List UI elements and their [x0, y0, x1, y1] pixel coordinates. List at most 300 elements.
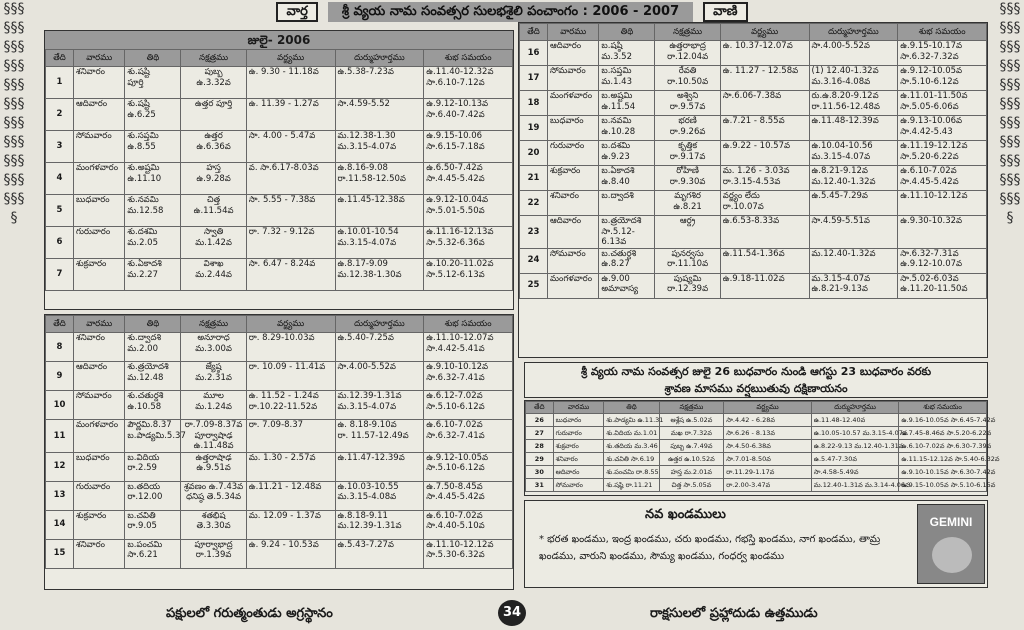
- table-cell: మ. 1.30 - 2.57వ: [246, 452, 335, 481]
- table-row: [520, 116, 987, 141]
- table-cell: సా. 6.47 - 8.24వ: [246, 259, 335, 291]
- table-cell: బ.త్రయోదశి సా.5.12-6.13వ: [599, 216, 655, 249]
- table-cell: ఉ.11.48-12.40వ: [811, 414, 899, 427]
- table-cell: రా.11.29-1.17వ: [724, 466, 812, 479]
- date-cell: 8: [46, 333, 74, 362]
- table-cell: రు.ఉ.8.20-9.12వ రా.11.56-12.48వ: [809, 91, 898, 116]
- table-cell: శు.త్రయోదశి మ.12.48: [125, 362, 181, 391]
- page-title: శ్రీ వ్యయ నామ సంవత్సర సులభశైలి పంచాంగం : 2006 - 2007: [328, 2, 693, 22]
- table-cell: ఉ.11.40-12.32వ సా.6.10-7.12వ: [424, 67, 513, 99]
- date-cell: 1: [46, 67, 74, 99]
- table-cell: శు.చతుర్దశి ఉ.10.58: [125, 391, 181, 420]
- column-header: తిథి: [604, 402, 659, 414]
- table-cell: ఉ.8.21-9.12వ మ.12.40-1.32వ: [809, 166, 898, 191]
- table-cell: శు.షష్టి పూర్తి: [125, 67, 181, 99]
- table-cell: మంగళవారం: [548, 273, 599, 298]
- table-cell: శు.ఏకాదశి మ.2.27: [125, 259, 181, 291]
- table-row: [526, 427, 987, 440]
- date-cell: 9: [46, 362, 74, 391]
- table-cell: ఉ.10.05-10.57 మ.3.15-4.07వ: [811, 427, 899, 440]
- column-header: శుభ సమయం: [424, 316, 513, 333]
- table-cell: బ.సప్తమి మ.1.43: [599, 66, 655, 91]
- table-cell: మ. 12.09 - 1.37వ: [246, 510, 335, 539]
- table-header-row: [46, 50, 513, 67]
- table-cell: శు.విదియ మ.1.01: [604, 427, 659, 440]
- table-row: [46, 391, 513, 420]
- table-cell: ఉ.6.10-7.02వ సా.4.45-5.42వ: [898, 166, 987, 191]
- table-cell: మఖ రా.7.32వ: [659, 427, 724, 440]
- table-cell: బ.షష్ఠి మ.3.52: [599, 41, 655, 66]
- table-cell: భరణి రా.9.26వ: [655, 116, 720, 141]
- calendar-panel-july-week1: [44, 30, 514, 310]
- table-cell: శు.షష్టి ఉ.6.25: [125, 99, 181, 131]
- gemini-brand-text: GEMINI: [929, 515, 973, 529]
- date-cell: 30: [526, 466, 554, 479]
- table-cell: సా.4.59-5.51వ: [809, 216, 898, 249]
- table-cell: పౌర్ణమి.8.37 బ.పాడ్యమి.5.37: [125, 420, 181, 453]
- table-cell: శుక్రవారం: [553, 440, 604, 453]
- table-cell: ఉ.11.16-12.13వ సా.5.32-6.36వ: [424, 227, 513, 259]
- date-cell: 7: [46, 259, 74, 291]
- table-cell: ఉ.9.00 అమావాస్య: [599, 273, 655, 298]
- table-cell: శు.షష్ఠి రా.11.21: [604, 479, 659, 492]
- table-cell: శు.సప్తమి ఉ.8.55: [125, 131, 181, 163]
- table-row: [520, 91, 987, 116]
- column-header: నక్షత్రము: [181, 50, 246, 67]
- table-cell: బ.చతుర్దశి ఉ.8.27: [599, 248, 655, 273]
- panchangam-table-2: [45, 315, 513, 569]
- table-row: [46, 333, 513, 362]
- table-cell: పుబ్బ ఉ.3.32వ: [181, 67, 246, 99]
- date-cell: 27: [526, 427, 554, 440]
- column-header: నక్షత్రము: [659, 402, 724, 414]
- table-cell: శనివారం: [548, 191, 599, 216]
- table-cell: ఆదివారం: [74, 99, 125, 131]
- table-cell: (1) 12.40-1.32వ మ.3.16-4.08వ: [809, 66, 898, 91]
- month-heading: జులై- 2006: [45, 31, 513, 49]
- table-cell: మ.12.40-1.32వ: [809, 248, 898, 273]
- table-cell: సోమవారం: [553, 479, 604, 492]
- table-cell: ఉ. 9.30 - 11.18వ: [246, 67, 335, 99]
- table-row: [46, 99, 513, 131]
- table-cell: బుధవారం: [74, 195, 125, 227]
- table-cell: ఉ.5.45-7.29వ: [809, 191, 898, 216]
- table-row: [526, 453, 987, 466]
- table-cell: శుక్రవారం: [74, 259, 125, 291]
- table-cell: సా. 5.55 - 7.38వ: [246, 195, 335, 227]
- table-cell: శు.తదియ మ.3.46: [604, 440, 659, 453]
- table-cell: శతభిష తె.3.30వ: [181, 510, 246, 539]
- table-cell: ఉ.6.10-7.02వ సా.6.32-7.41వ: [424, 420, 513, 453]
- table-cell: ఉ. 11.52 - 1.24వ రా.10.22-11.52వ: [246, 391, 335, 420]
- table-cell: ఉ.8.22-9.13 మ.12.40-1.31వ: [811, 440, 899, 453]
- date-cell: 24: [520, 248, 548, 273]
- table-row: [46, 195, 513, 227]
- table-row: [46, 420, 513, 453]
- table-cell: ఉత్తర ఉ.10.52వ: [659, 453, 724, 466]
- table-cell: శు.పంచమి రా.8.55: [604, 466, 659, 479]
- table-cell: మ.12.40-1.31వ మ.3.14-4.06వ: [811, 479, 899, 492]
- table-cell: రా.2.00-3.47వ: [724, 479, 812, 492]
- table-row: [520, 41, 987, 66]
- table-cell: శు.ద్వాదశి మ.2.00: [125, 333, 181, 362]
- table-cell: మంగళవారం: [74, 163, 125, 195]
- notice-line-1: శ్రీ వ్యయ నామ సంవత్సర జులై 26 బుధవారం నుండి ఆగస్టు 23 బుధవారం వరకు: [580, 365, 932, 378]
- table-cell: ఉ.9.15-10.06 సా.6.15-7.18వ: [424, 131, 513, 163]
- table-cell: మ.12.39-1.31వ మ.3.15-4.07వ: [335, 391, 424, 420]
- table-cell: గురువారం: [74, 481, 125, 510]
- table-cell: అశ్విని రా.9.57వ: [655, 91, 720, 116]
- table-cell: సా.6.06-7.38వ: [720, 91, 809, 116]
- nava-khandamulu-box: [524, 500, 988, 588]
- table-cell: రోహిణి రా.9.30వ: [655, 166, 720, 191]
- table-row: [46, 452, 513, 481]
- table-cell: పుష్యమి రా.12.39వ: [655, 273, 720, 298]
- table-cell: ఉ.9.18-11.02వ: [720, 273, 809, 298]
- table-cell: ఆశ్లేష ఉ.5.02వ: [659, 414, 724, 427]
- table-cell: ఉ.11.45-12.38వ: [335, 195, 424, 227]
- table-cell: చిత్త సా.5.05వ: [659, 479, 724, 492]
- table-cell: బుధవారం: [548, 116, 599, 141]
- footer-left-text: పక్షులలో గరుత్మంతుడు అగ్రస్థానం: [166, 606, 333, 621]
- table-row: [46, 227, 513, 259]
- table-cell: మూల మ.1.24వ: [181, 391, 246, 420]
- table-cell: ఉ.11.01-11.50వ సా.5.05-6.06వ: [898, 91, 987, 116]
- table-cell: ఉ.9.12-10.05వ సా.5.10-6.12వ: [424, 452, 513, 481]
- table-row: [46, 67, 513, 99]
- notice-line-2: శ్రావణ మాసము వర్షఋతువు దక్షిణాయనం: [664, 382, 848, 395]
- table-row: [520, 248, 987, 273]
- table-cell: చిత్త ఉ.11.54వ: [181, 195, 246, 227]
- table-cell: ఉ.11.21 - 12.48వ: [246, 481, 335, 510]
- table-cell: శనివారం: [74, 539, 125, 568]
- table-cell: రేవతి రా.10.50వ: [655, 66, 720, 91]
- table-cell: సా.5.02-6.03వ ఉ.11.20-11.50వ: [898, 273, 987, 298]
- table-cell: గురువారం: [548, 141, 599, 166]
- table-cell: సోమవారం: [548, 66, 599, 91]
- table-cell: సోమవారం: [548, 248, 599, 273]
- table-cell: బ.అష్టమి ఉ.11.54: [599, 91, 655, 116]
- table-header-row: [526, 402, 987, 414]
- table-cell: ఉ.9.12-10.13వ సా.6.40-7.42వ: [424, 99, 513, 131]
- table-cell: రా. 7.09-8.37: [246, 420, 335, 453]
- table-cell: బుధవారం: [553, 414, 604, 427]
- table-cell: హస్త ఉ.9.28వ: [181, 163, 246, 195]
- column-header: వారము: [74, 316, 125, 333]
- column-header: వారము: [74, 50, 125, 67]
- table-cell: ఉ.11.15-12.12వ సా.5.40-6.32వ: [899, 453, 987, 466]
- table-row: [46, 163, 513, 195]
- page-number: 34: [498, 600, 526, 626]
- date-cell: 29: [526, 453, 554, 466]
- table-cell: మ.3.15-4.07వ ఉ.8.21-9.13వ: [809, 273, 898, 298]
- calendar-panel-shravana: [524, 400, 1000, 496]
- date-cell: 6: [46, 227, 74, 259]
- table-cell: ఉ.11.48-12.39వ: [809, 116, 898, 141]
- calendar-panel-july-late: [518, 22, 988, 358]
- date-cell: 5: [46, 195, 74, 227]
- table-cell: పుబ్బ ఉ.7.49వ: [659, 440, 724, 453]
- date-cell: 19: [520, 116, 548, 141]
- table-cell: ఉ.8.18-9.11 మ.12.39-1.31వ: [335, 510, 424, 539]
- panchangam-table-3: [519, 23, 987, 299]
- table-cell: ఉ.6.10-7.02వ సా.6.30-7.39వ: [899, 440, 987, 453]
- table-cell: సా.4.50-6.38వ: [724, 440, 812, 453]
- table-cell: ఉ.9.10-10.15వ సా.6.30-7.42వ: [899, 466, 987, 479]
- table-cell: విశాఖ మ.2.44వ: [181, 259, 246, 291]
- table-cell: రా. 8.29-10.03వ: [246, 333, 335, 362]
- table-cell: ఉ.9.15-10.05వ సా.5.10-6.15వ: [899, 479, 987, 492]
- table-cell: ఉ.9.12-10.05వ సా.5.10-6.12వ: [898, 66, 987, 91]
- table-cell: సా.4.59-5.52: [335, 99, 424, 131]
- date-cell: 13: [46, 481, 74, 510]
- table-cell: ఉ.6.53-8.33వ: [720, 216, 809, 249]
- table-cell: బ.చవితి రా.9.05: [125, 510, 181, 539]
- table-row: [46, 259, 513, 291]
- table-cell: శనివారం: [553, 453, 604, 466]
- table-cell: శుక్రవారం: [74, 510, 125, 539]
- table-row: [520, 66, 987, 91]
- table-cell: ఉత్తర ఉ.6.36వ: [181, 131, 246, 163]
- column-header: శుభ సమయం: [898, 24, 987, 41]
- table-row: [46, 539, 513, 568]
- table-cell: ఆదివారం: [548, 41, 599, 66]
- table-row: [520, 273, 987, 298]
- table-cell: ఉ.5.40-7.25వ: [335, 333, 424, 362]
- table-cell: శుక్రవారం: [548, 166, 599, 191]
- column-header: దుర్ముహూర్తము: [809, 24, 898, 41]
- table-cell: రా. 7.32 - 9.12వ: [246, 227, 335, 259]
- table-cell: ఉ.10.01-10.54 మ.3.15-4.07వ: [335, 227, 424, 259]
- table-cell: ఉ. 11.39 - 1.27వ: [246, 99, 335, 131]
- table-cell: ఉ.9.10-10.12వ సా.6.32-7.41వ: [424, 362, 513, 391]
- table-cell: ఉ.8.17-9.09 మ.12.38-1.30వ: [335, 259, 424, 291]
- table-cell: ఉ.9.16-10.05వ సా.6.45-7.42వ: [899, 414, 987, 427]
- table-cell: జ్యేష్ఠ మ.2.31వ: [181, 362, 246, 391]
- table-cell: సా.4.58-5.49వ: [811, 466, 899, 479]
- nava-title: నవ ఖండములు: [645, 507, 726, 522]
- table-cell: ఉ.7.45-8.46వ సా.5.20-6.22వ: [899, 427, 987, 440]
- table-cell: ఉ.11.10-12.07వ సా.4.42-5.41వ: [424, 333, 513, 362]
- table-cell: ఆదివారం: [74, 362, 125, 391]
- table-cell: ఆదివారం: [548, 216, 599, 249]
- table-cell: హస్త మ.2.01వ: [659, 466, 724, 479]
- date-cell: 14: [46, 510, 74, 539]
- column-header: వర్జ్యము: [246, 50, 335, 67]
- table-cell: ఉ. 10.37-12.07వ: [720, 41, 809, 66]
- date-cell: 3: [46, 131, 74, 163]
- date-cell: 4: [46, 163, 74, 195]
- table-cell: ఉ.10.04-10.56 మ.3.15-4.07వ: [809, 141, 898, 166]
- table-cell: వ. సా.6.17-8.03వ: [246, 163, 335, 195]
- table-cell: ఉ.10.03-10.55 మ.3.15-4.08వ: [335, 481, 424, 510]
- column-header: తిథి: [125, 50, 181, 67]
- table-cell: మంగళవారం: [74, 420, 125, 453]
- table-cell: ఉ.11.54-1.36వ: [720, 248, 809, 273]
- column-header: వర్జ్యము: [724, 402, 812, 414]
- table-cell: శు.పాడ్యమి ఉ.11.31: [604, 414, 659, 427]
- table-cell: గురువారం: [74, 227, 125, 259]
- date-cell: 2: [46, 99, 74, 131]
- table-cell: ఉ.9.13-10.06వ సా.4.42-5.43: [898, 116, 987, 141]
- table-cell: ఉ.5.43-7.27వ: [335, 539, 424, 568]
- column-header: శుభ సమయం: [424, 50, 513, 67]
- table-row: [46, 131, 513, 163]
- table-header-row: [520, 24, 987, 41]
- table-cell: శనివారం: [74, 67, 125, 99]
- date-cell: 12: [46, 452, 74, 481]
- table-cell: ఉ.7.21 - 8.55వ: [720, 116, 809, 141]
- table-cell: ఉ. 11.27 - 12.58వ: [720, 66, 809, 91]
- column-header: తేది: [46, 50, 74, 67]
- table-cell: ఉ.6.50-7.42వ సా.4.45-5.42వ: [424, 163, 513, 195]
- table-cell: వర్జ్యం లేదు రా.10.07వ: [720, 191, 809, 216]
- table-cell: మ.12.38-1.30 మ.3.15-4.07వ: [335, 131, 424, 163]
- date-cell: 16: [520, 41, 548, 66]
- gemini-product-icon: [932, 537, 972, 573]
- table-cell: ఆర్ద్ర: [655, 216, 720, 249]
- table-row: [526, 479, 987, 492]
- column-header: దుర్ముహూర్తము: [335, 50, 424, 67]
- table-cell: శ్రవణం ఉ.7.43వ ధనిష్ఠ తె.5.34వ: [181, 481, 246, 510]
- table-cell: సా.6.32-7.31వ ఉ.9.12-10.07వ: [898, 248, 987, 273]
- date-cell: 10: [46, 391, 74, 420]
- table-cell: ఉ.8.16-9.08 రా.11.58-12.50వ: [335, 163, 424, 195]
- column-header: నక్షత్రము: [181, 316, 246, 333]
- table-row: [46, 510, 513, 539]
- table-cell: సా.4.00-5.52వ: [809, 41, 898, 66]
- table-row: [526, 466, 987, 479]
- nava-description: * భరత ఖండము, ఇంద్ర ఖండము, చరు ఖండము, గభస్తి ఖండము, నాగ ఖండము, తామ్ర ఖండము, వారుని ఖండము, సౌమ్య ఖండము, గంధర్వ ఖండము: [539, 534, 881, 562]
- date-cell: 22: [520, 191, 548, 216]
- table-cell: ఉ. 9.24 - 10.53వ: [246, 539, 335, 568]
- table-row: [520, 166, 987, 191]
- table-row: [46, 481, 513, 510]
- date-cell: 26: [526, 414, 554, 427]
- table-cell: బ.నవమి ఉ.10.28: [599, 116, 655, 141]
- column-header: వారము: [553, 402, 604, 414]
- table-cell: ఉ.11.47-12.39వ: [335, 452, 424, 481]
- section-tag: వాణి: [703, 2, 747, 22]
- left-border-decoration: §§§§§§§§§§§§§§§§§§§§§§§§§§§§§§§§§§: [3, 1, 25, 226]
- table-cell: స్వాతి మ.1.42వ: [181, 227, 246, 259]
- calendar-panel-july-week2: [44, 314, 514, 590]
- column-header: వర్జ్యము: [720, 24, 809, 41]
- column-header: తిథి: [125, 316, 181, 333]
- table-cell: ఉ.11.19-12.12వ సా.5.20-6.22వ: [898, 141, 987, 166]
- table-cell: శు.అష్టమి ఉ.11.10: [125, 163, 181, 195]
- table-cell: ఉత్తరాభాద్ర రా.12.04వ: [655, 41, 720, 66]
- column-header: తేది: [526, 402, 554, 414]
- table-cell: ఉ.9.12-10.04వ సా.5.01-5.50వ: [424, 195, 513, 227]
- table-cell: పూర్వాభాద్ర రా.1.39వ: [181, 539, 246, 568]
- table-cell: ఉ.11.10-12.12వ: [898, 191, 987, 216]
- date-cell: 21: [520, 166, 548, 191]
- table-cell: కృత్తిక రా.9.17వ: [655, 141, 720, 166]
- table-cell: ఉ.9.30-10.32వ: [898, 216, 987, 249]
- date-cell: 11: [46, 420, 74, 453]
- date-cell: 17: [520, 66, 548, 91]
- table-row: [526, 414, 987, 427]
- column-header: తిథి: [599, 24, 655, 41]
- table-cell: ఉ.5.47-7.30వ: [811, 453, 899, 466]
- table-cell: సోమవారం: [74, 131, 125, 163]
- table-cell: సా.7.01-8.50వ: [724, 453, 812, 466]
- table-cell: అనూరాధ మ.3.00వ: [181, 333, 246, 362]
- table-cell: ఉత్తరాషాఢ ఉ.9.51వ: [181, 452, 246, 481]
- table-cell: ఉ.7.50-8.45వ సా.4.45-5.42వ: [424, 481, 513, 510]
- column-header: తేది: [46, 316, 74, 333]
- table-cell: శు.దశమి మ.2.05: [125, 227, 181, 259]
- date-cell: 18: [520, 91, 548, 116]
- table-cell: ఉ. 8.18-9.10వ రా. 11.57-12.49వ: [335, 420, 424, 453]
- date-cell: 15: [46, 539, 74, 568]
- table-cell: శనివారం: [74, 333, 125, 362]
- column-header: శుభ సమయం: [899, 402, 987, 414]
- table-cell: పునర్వసు రా.11.10వ: [655, 248, 720, 273]
- table-cell: ఉత్తర పూర్తి: [181, 99, 246, 131]
- table-cell: ఆదివారం: [553, 466, 604, 479]
- gemini-advertisement-image: [917, 504, 985, 584]
- shravana-month-notice: [524, 362, 988, 398]
- table-cell: సా.6.26 - 8.13వ: [724, 427, 812, 440]
- table-row: [520, 216, 987, 249]
- table-cell: గురువారం: [553, 427, 604, 440]
- page-header: [26, 0, 998, 24]
- table-cell: సా. 4.00 - 5.47వ: [246, 131, 335, 163]
- column-header: నక్షత్రము: [655, 24, 720, 41]
- right-border-decoration: §§§§§§§§§§§§§§§§§§§§§§§§§§§§§§§§§§: [999, 1, 1021, 226]
- table-cell: సా.4.00-5.52వ: [335, 362, 424, 391]
- table-cell: ఉ.9.15-10.17వ సా.6.32-7.32వ: [898, 41, 987, 66]
- column-header: తేది: [520, 24, 548, 41]
- table-cell: రా. 10.09 - 11.41వ: [246, 362, 335, 391]
- panchangam-table-1: [45, 49, 513, 291]
- column-header: వారము: [548, 24, 599, 41]
- table-cell: బ.దశమి ఉ.9.23: [599, 141, 655, 166]
- footer-right-text: రాక్షసులలో ప్రహ్లాదుడు ఉత్తముడు: [650, 606, 818, 621]
- table-cell: మ. 1.26 - 3.03వ రా.3.15-4.53వ: [720, 166, 809, 191]
- date-cell: 28: [526, 440, 554, 453]
- table-cell: బ.పంచమి సా.6.21: [125, 539, 181, 568]
- table-cell: శు.నవమి మ.12.58: [125, 195, 181, 227]
- table-cell: ఉ.10.20-11.02వ సా.5.12-6.13వ: [424, 259, 513, 291]
- table-row: [520, 191, 987, 216]
- table-cell: బ.ద్వాదశి: [599, 191, 655, 216]
- table-cell: ఉ.5.38-7.23వ: [335, 67, 424, 99]
- table-cell: ఉ.9.22 - 10.57వ: [720, 141, 809, 166]
- table-cell: బుధవారం: [74, 452, 125, 481]
- date-cell: 25: [520, 273, 548, 298]
- table-row: [520, 141, 987, 166]
- table-cell: బ.తదియ రా.12.00: [125, 481, 181, 510]
- table-header-row: [46, 316, 513, 333]
- table-cell: శు.చవితి సా.6.19: [604, 453, 659, 466]
- panchangam-table-4: [525, 401, 1000, 492]
- table-cell: బ.ఏకాదశి ఉ.8.40: [599, 166, 655, 191]
- column-header: వర్జ్యము: [246, 316, 335, 333]
- column-header: దుర్ముహూర్తము: [335, 316, 424, 333]
- date-cell: 23: [520, 216, 548, 249]
- date-cell: 31: [526, 479, 554, 492]
- table-row: [46, 362, 513, 391]
- table-cell: మృగశిర ఉ.8.21: [655, 191, 720, 216]
- table-row: [526, 440, 987, 453]
- table-cell: ఉ.6.12-7.02వ సా.5.10-6.12వ: [424, 391, 513, 420]
- column-header: దుర్ముహూర్తము: [811, 402, 899, 414]
- date-cell: 20: [520, 141, 548, 166]
- newspaper-logo: వార్త: [276, 2, 317, 22]
